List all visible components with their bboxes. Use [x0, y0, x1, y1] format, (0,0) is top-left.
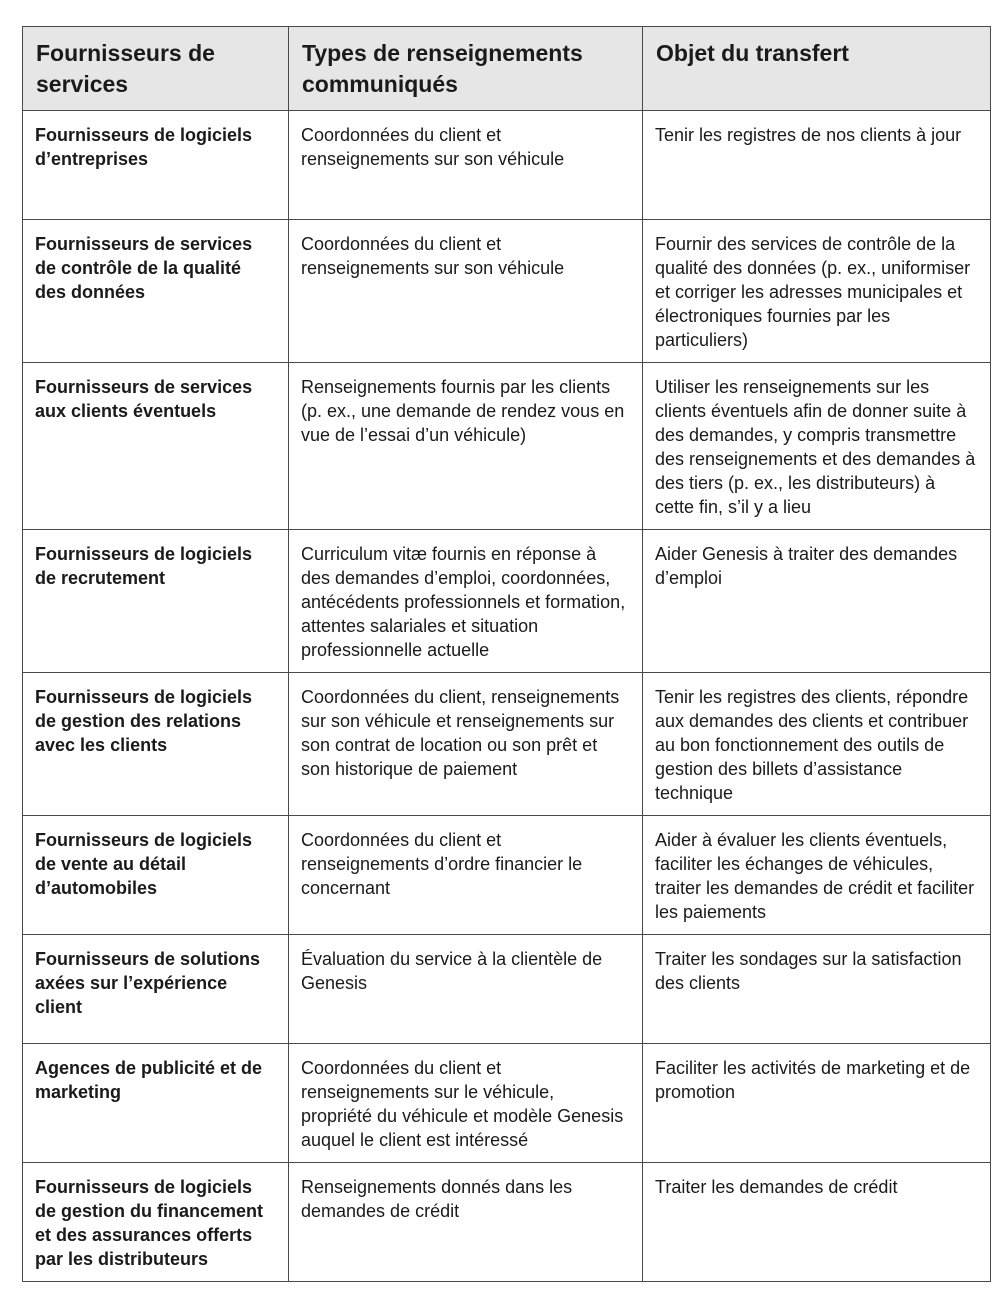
provider-cell: Fournisseurs de solutions axées sur l’expérience client [23, 935, 289, 1044]
table-row [23, 111, 991, 220]
info-types-cell: Coordonnées du client et renseignements sur le véhicule, propriété du véhicule et modèle Genesis auquel le client est intéressé [289, 1044, 643, 1163]
table-row [23, 220, 991, 363]
provider-cell: Fournisseurs de logiciels de recrutement [23, 530, 289, 673]
purpose-cell: Utiliser les renseignements sur les clients éventuels afin de donner suite à des demandes, y compris transmettre des renseignements et des demandes à des tiers (p. ex., les distributeurs) à cette fin, s’il y a lieu [643, 363, 991, 530]
table-row [23, 673, 991, 816]
purpose-cell: Traiter les sondages sur la satisfaction des clients [643, 935, 991, 1044]
info-types-cell: Coordonnées du client et renseignements d’ordre financier le concernant [289, 816, 643, 935]
info-types-cell: Renseignements donnés dans les demandes de crédit [289, 1163, 643, 1282]
table-row [23, 363, 991, 530]
purpose-cell: Traiter les demandes de crédit [643, 1163, 991, 1282]
header-info-types: Types de renseignements communiqués [289, 27, 643, 111]
purpose-cell: Aider à évaluer les clients éventuels, faciliter les échanges de véhicules, traiter les demandes de crédit et faciliter les paiements [643, 816, 991, 935]
header-service-providers: Fournisseurs de services [23, 27, 289, 111]
info-types-cell: Évaluation du service à la clientèle de Genesis [289, 935, 643, 1044]
purpose-cell: Tenir les registres des clients, répondre aux demandes des clients et contribuer au bon fonctionnement des outils de gestion des billets d’assistance technique [643, 673, 991, 816]
provider-cell: Fournisseurs de logiciels de vente au détail d’automobiles [23, 816, 289, 935]
provider-cell: Agences de publicité et de marketing [23, 1044, 289, 1163]
info-types-cell: Coordonnées du client et renseignements sur son véhicule [289, 220, 643, 363]
table-row [23, 935, 991, 1044]
info-types-cell: Coordonnées du client, renseignements sur son véhicule et renseignements sur son contrat de location ou son prêt et son historique de paiement [289, 673, 643, 816]
table-row [23, 816, 991, 935]
providers-table [22, 26, 991, 1282]
provider-cell: Fournisseurs de services aux clients éventuels [23, 363, 289, 530]
info-types-cell: Curriculum vitæ fournis en réponse à des demandes d’emploi, coordonnées, antécédents professionnels et formation, attentes salariales et situation professionnelle actuelle [289, 530, 643, 673]
info-types-cell: Renseignements fournis par les clients (p. ex., une demande de rendez vous en vue de l’essai d’un véhicule) [289, 363, 643, 530]
info-types-cell: Coordonnées du client et renseignements sur son véhicule [289, 111, 643, 220]
purpose-cell: Aider Genesis à traiter des demandes d’emploi [643, 530, 991, 673]
table-header-row [23, 27, 991, 111]
header-transfer-purpose: Objet du transfert [643, 27, 991, 111]
provider-cell: Fournisseurs de services de contrôle de la qualité des données [23, 220, 289, 363]
purpose-cell: Tenir les registres de nos clients à jour [643, 111, 991, 220]
provider-cell: Fournisseurs de logiciels de gestion du financement et des assurances offerts par les distributeurs [23, 1163, 289, 1282]
provider-cell: Fournisseurs de logiciels de gestion des relations avec les clients [23, 673, 289, 816]
table-row [23, 1163, 991, 1282]
table-row [23, 1044, 991, 1163]
purpose-cell: Fournir des services de contrôle de la qualité des données (p. ex., uniformiser et corriger les adresses municipales et électroniques fournies par les particuliers) [643, 220, 991, 363]
table-row [23, 530, 991, 673]
provider-cell: Fournisseurs de logiciels d’entreprises [23, 111, 289, 220]
purpose-cell: Faciliter les activités de marketing et de promotion [643, 1044, 991, 1163]
